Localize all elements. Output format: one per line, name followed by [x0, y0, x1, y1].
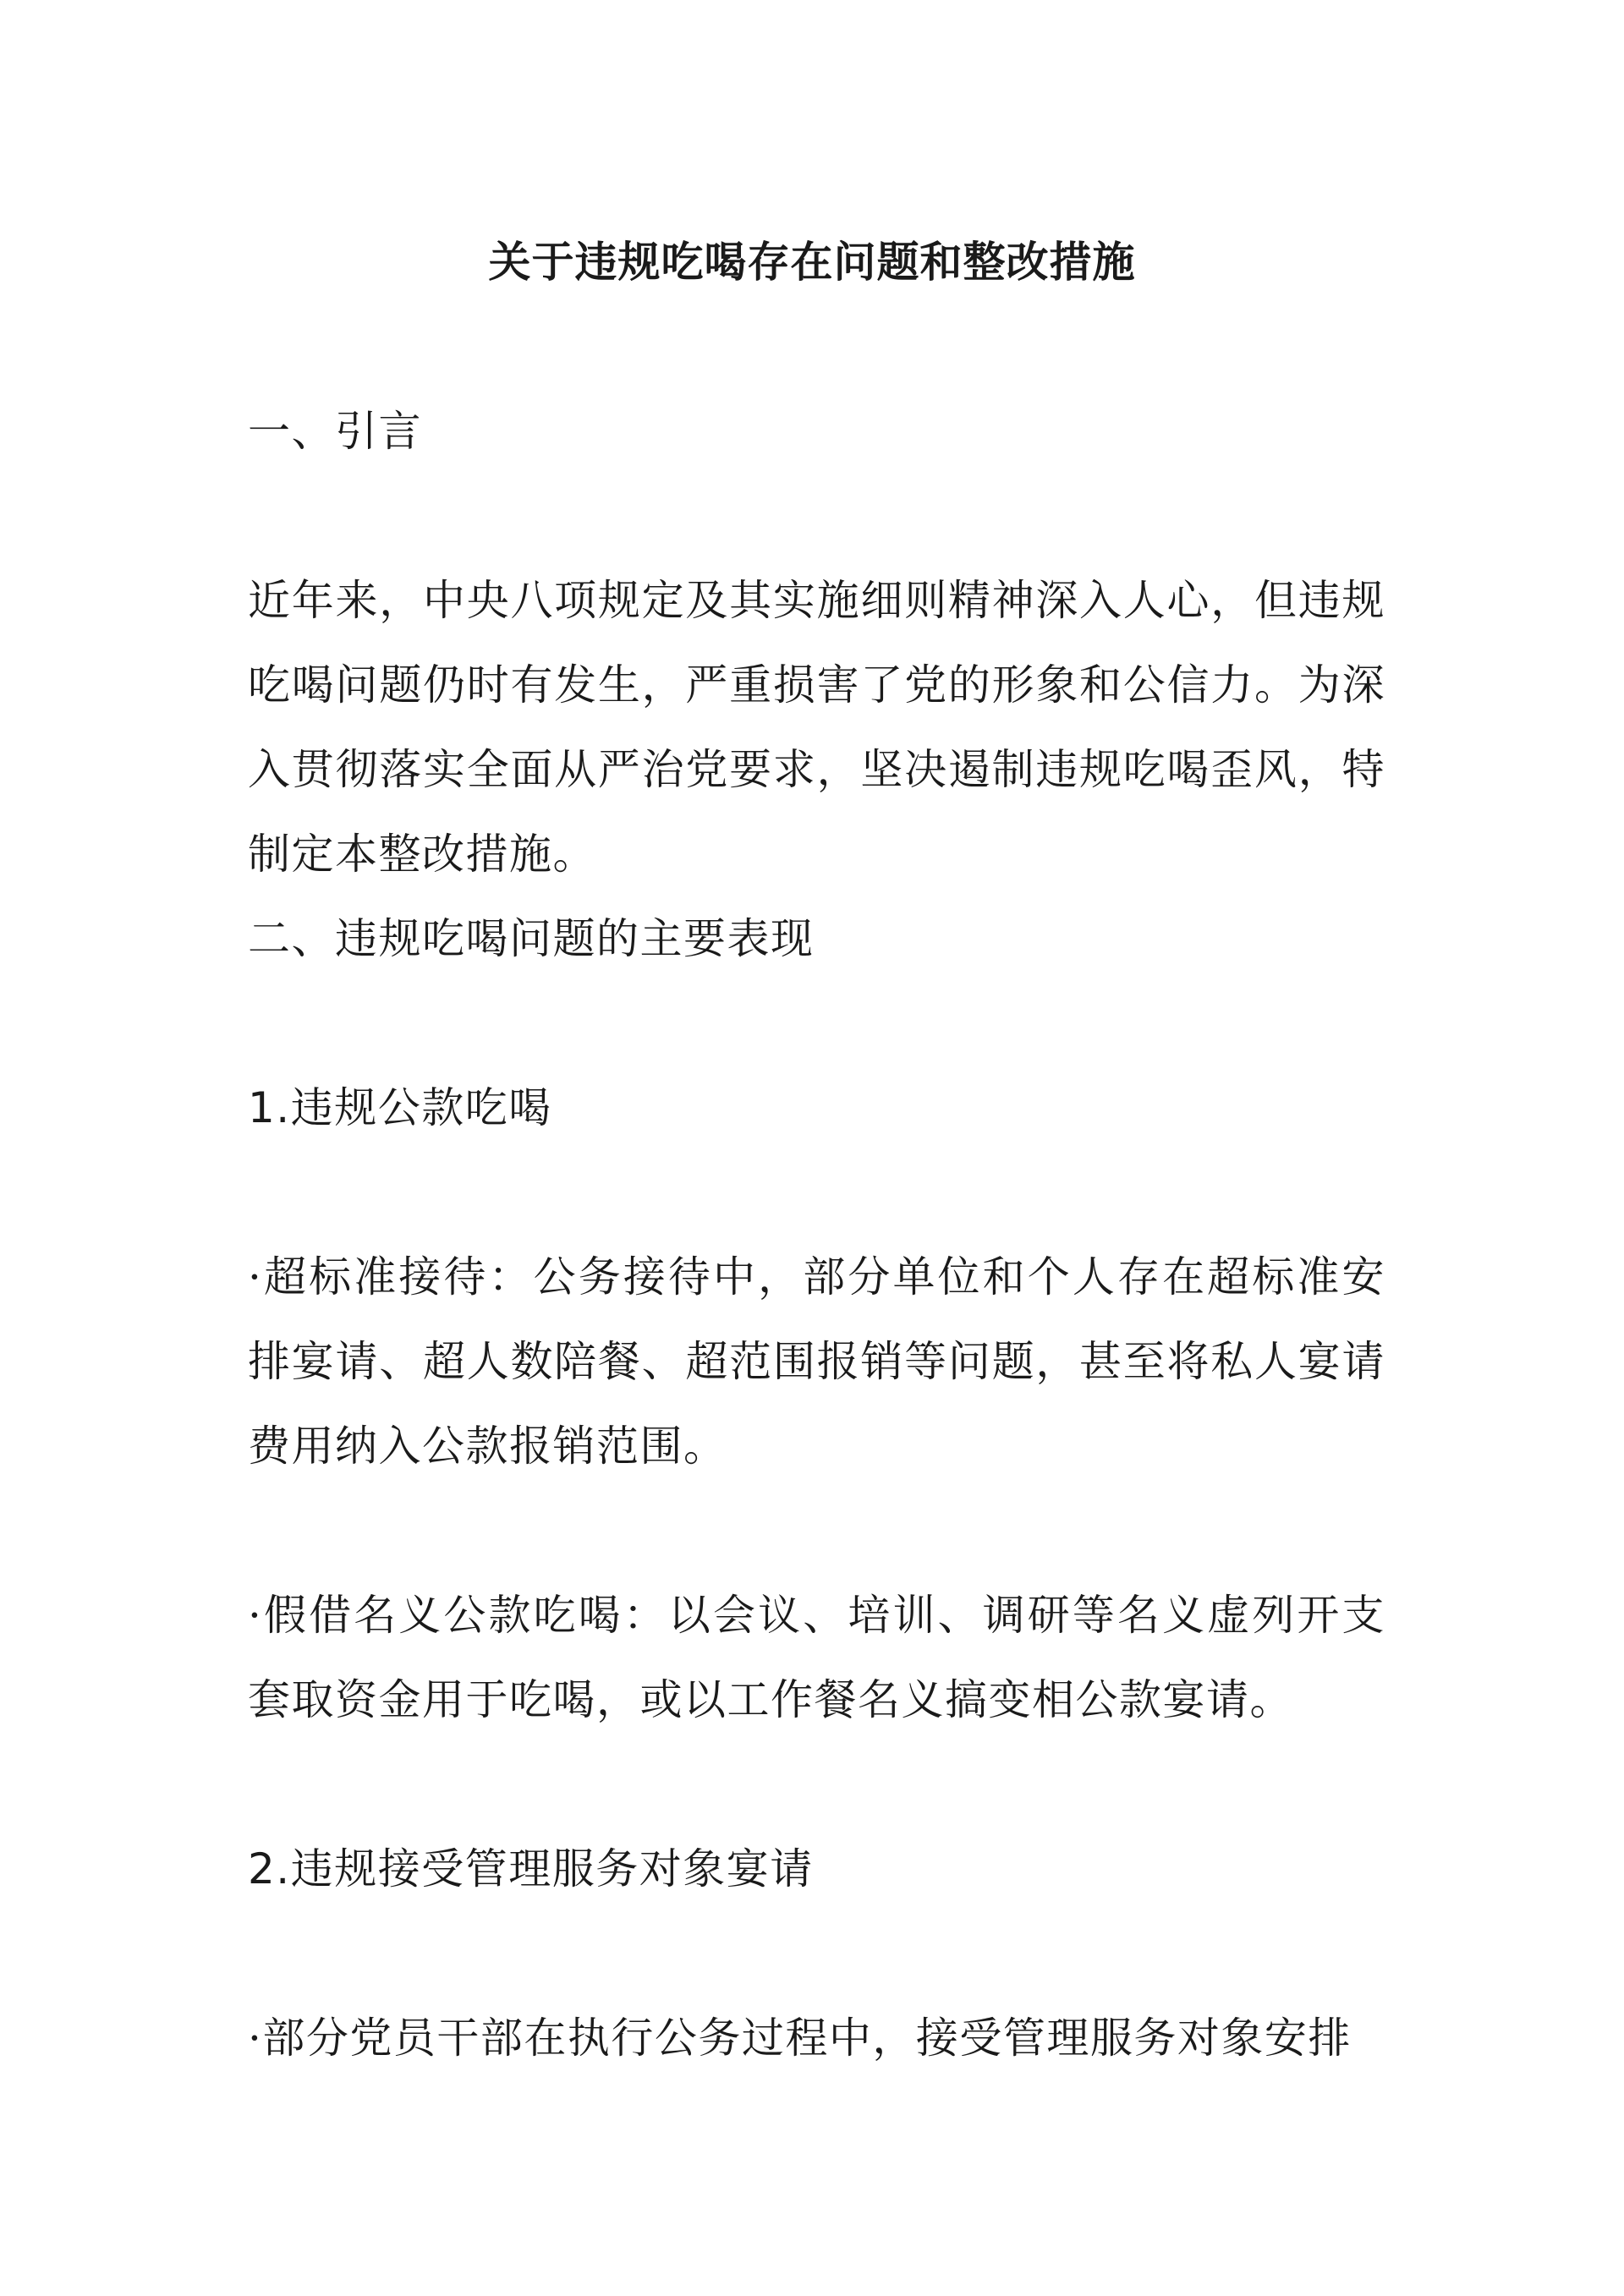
intro-paragraph: 近年来，中央八项规定及其实施细则精神深入人心，但违规吃喝问题仍时有发生，严重损害了党的形象和公信力。为深入贯彻落实全面从严治党要求，坚决遏制违规吃喝歪风，特制定本整改措施。: [248, 576, 1385, 879]
list-item-accepting-banquets: ·部分党员干部在执行公务过程中，接受管理服务对象安排: [248, 2014, 1352, 2063]
list-item-pretext-public-funds: ·假借名义公款吃喝：以会议、培训、调研等名义虚列开支套取资金用于吃喝，或以工作餐名义搞变相公款宴请。: [248, 1591, 1385, 1724]
subsection-heading-accepting-banquets: 2.违规接受管理服务对象宴请: [248, 1844, 814, 1893]
subsection-heading-public-funds: 1.违规公款吃喝: [248, 1083, 552, 1132]
section-heading-problems: 二、违规吃喝问题的主要表现: [248, 914, 815, 963]
document-title: 关于违规吃喝存在问题和整改措施: [488, 237, 1136, 287]
section-heading-intro: 一、引言: [248, 407, 422, 456]
list-item-over-standard-reception: ·超标准接待：公务接待中，部分单位和个人存在超标准安排宴请、超人数陪餐、超范围报销等问题，甚至将私人宴请费用纳入公款报销范围。: [248, 1252, 1385, 1471]
